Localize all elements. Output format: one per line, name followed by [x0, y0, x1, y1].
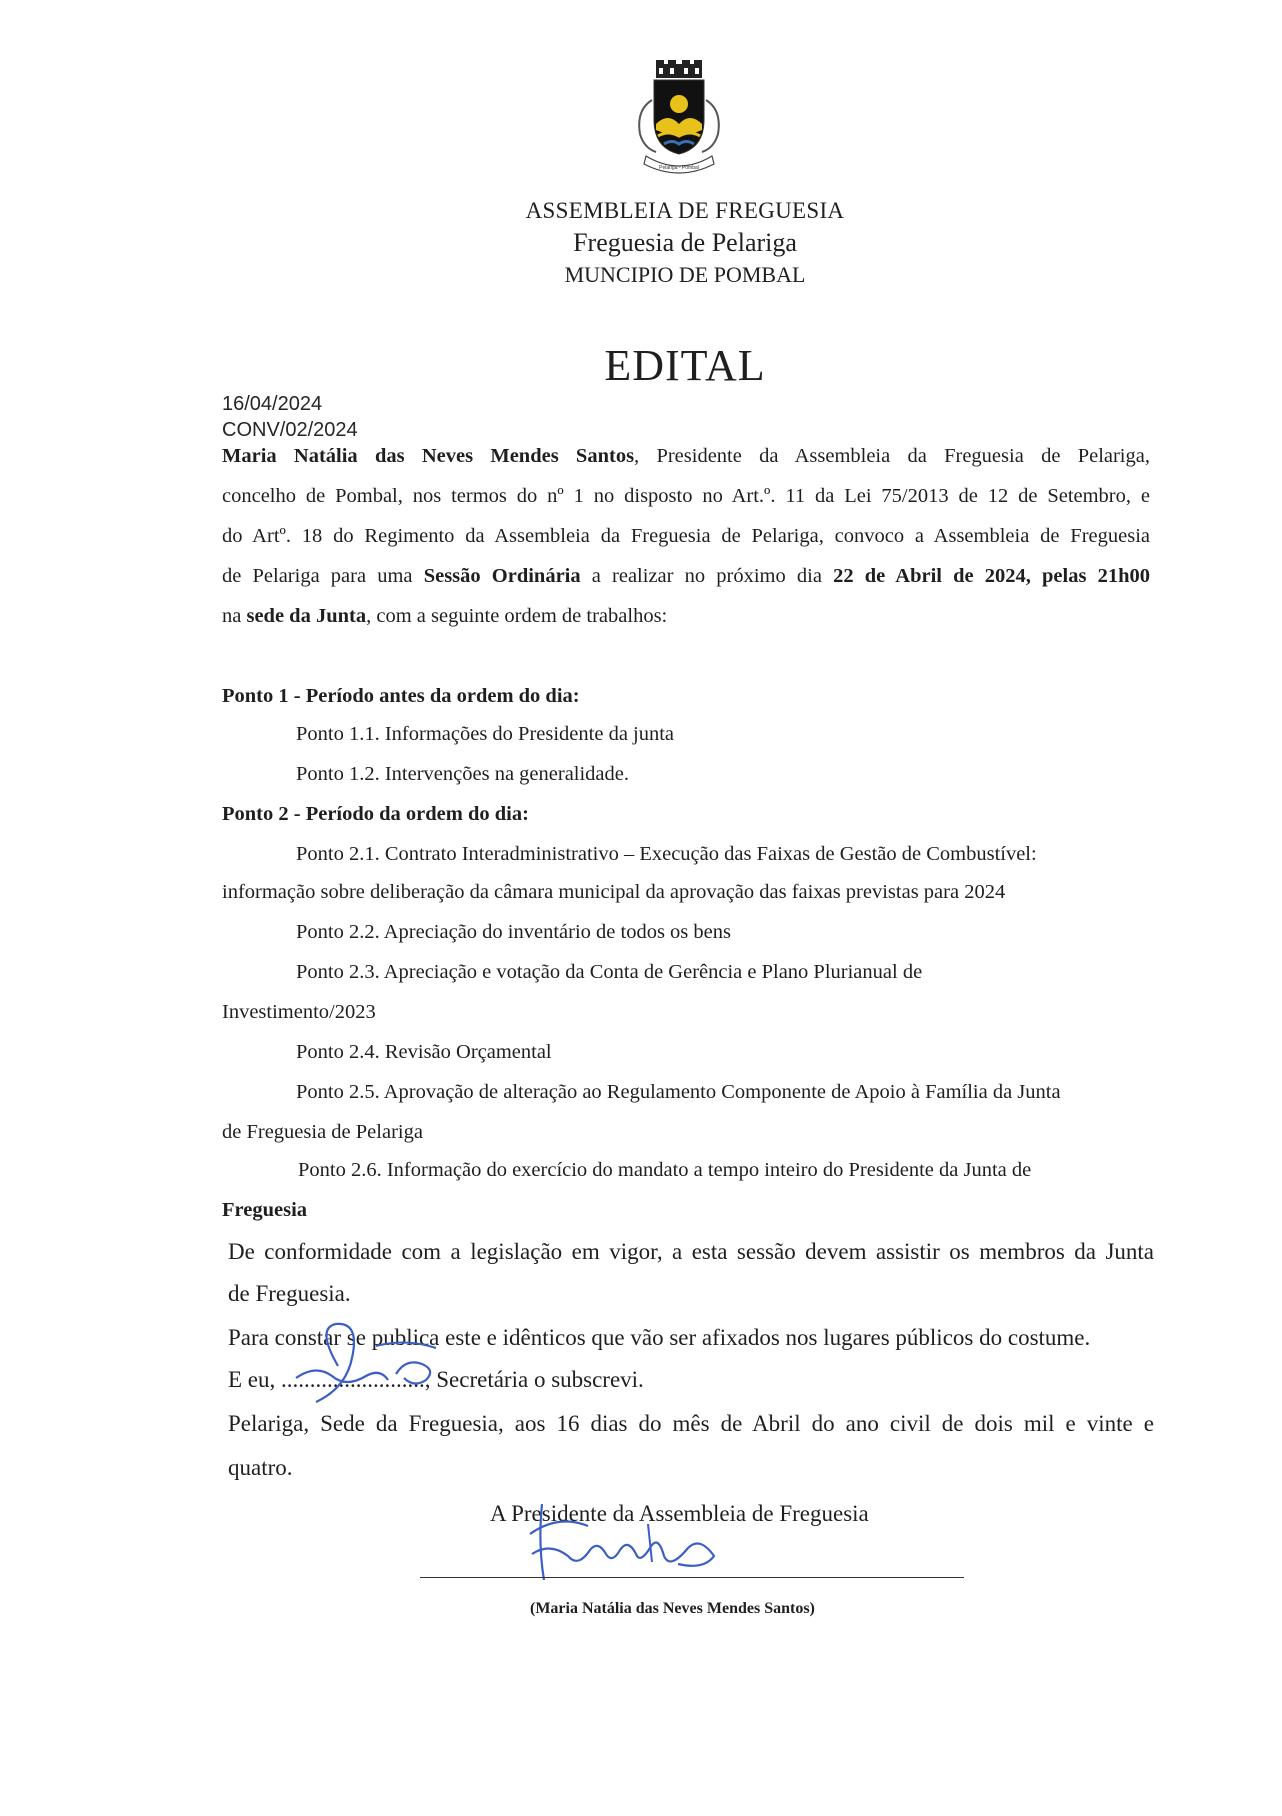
intro-line-2: concelho de Pombal, nos termos do nº 1 no disposto no Art.º. 11 da Lei 75/2013 de 12 de Setembro, e [222, 485, 1150, 507]
intro-line-4: de Pelariga para uma Sessão Ordinária a realizar no próximo dia 22 de Abril de 2024, pelas 21h00 [222, 565, 1151, 587]
closing-line-1: De conformidade com a legislação em vigor, a esta sessão devem assistir os membros da Junta [228, 1239, 1154, 1264]
agenda-item-2-5: Ponto 2.5. Aprovação de alteração ao Regulamento Componente de Apoio à Família da Junta [296, 1081, 1061, 1103]
president-printed-name: (Maria Natália das Neves Mendes Santos) [530, 1600, 815, 1617]
agenda-item-2-5-continued: de Freguesia de Pelariga [222, 1121, 423, 1143]
agenda-item-2-6-continued: Freguesia [222, 1199, 308, 1221]
municipality-heading: MUNCIPIO DE POMBAL [564, 262, 806, 287]
agenda-item-1-2: Ponto 1.2. Intervenções na generalidade. [296, 763, 630, 785]
closing-line-2: de Freguesia. [228, 1281, 351, 1306]
parish-coat-of-arms [628, 60, 730, 180]
agenda-point-1-title: Ponto 1 - Período antes da ordem do dia: [222, 685, 580, 707]
agenda-item-2-3-continued: Investimento/2023 [222, 1001, 376, 1023]
crest-motto-text: Pelariga - Pombal [659, 165, 699, 171]
closing-line-4: E eu, ........................., Secretária o subscrevi. [228, 1367, 644, 1392]
session-type: Sessão Ordinária [423, 565, 581, 587]
agenda-point-2-title: Ponto 2 - Período da ordem do dia: [222, 803, 529, 825]
agenda-item-2-4: Ponto 2.4. Revisão Orçamental [296, 1041, 552, 1063]
secretary-signature [276, 1318, 476, 1408]
agenda-item-2-2: Ponto 2.2. Apreciação do inventário de todos os bens [296, 921, 731, 943]
crest-left-mantling [639, 100, 656, 152]
session-venue: sede da Junta [246, 605, 367, 627]
closing-line-5: Pelariga, Sede da Freguesia, aos 16 dias do mês de Abril do ano civil de dois mil e vinte e [228, 1411, 1154, 1436]
signature-line [420, 1577, 964, 1578]
intro-line-5: na sede da Junta, com a seguinte ordem de trabalhos: [222, 605, 668, 627]
intro-line-1: Maria Natália das Neves Mendes Santos, Presidente da Assembleia da Freguesia de Pelariga, [222, 445, 1150, 467]
parish-heading: Freguesia de Pelariga [573, 228, 797, 257]
agenda-item-2-3: Ponto 2.3. Apreciação e votação da Conta de Gerência e Plano Plurianual de [296, 961, 923, 983]
closing-line-6: quatro. [228, 1455, 293, 1480]
agenda-item-2-6: Ponto 2.6. Informação do exercício do mandato a tempo inteiro do Presidente da Junta de [298, 1159, 1032, 1181]
document-date: 16/04/2024 [222, 393, 323, 415]
session-datetime: 22 de Abril de 2024, pelas 21h00 [833, 565, 1151, 587]
document-title: EDITAL [604, 341, 766, 390]
document-reference: CONV/02/2024 [222, 419, 358, 441]
agenda-item-1-1: Ponto 1.1. Informações do Presidente da junta [296, 723, 675, 745]
president-signature [528, 1484, 728, 1584]
signature-role: A Presidente da Assembleia de Freguesia [490, 1501, 869, 1526]
crest-right-mantling [702, 100, 719, 152]
intro-line-3: do Artº. 18 do Regimento da Assembleia da Freguesia de Pelariga, convoco a Assembleia de Freguesia [222, 525, 1150, 547]
president-name: Maria Natália das Neves Mendes Santos [222, 445, 635, 467]
assembly-heading: ASSEMBLEIA DE FREGUESIA [525, 198, 845, 223]
crest-crown [656, 60, 702, 78]
agenda-item-2-1: Ponto 2.1. Contrato Interadministrativo – Execução das Faixas de Gestão de Combustível: [296, 843, 1037, 865]
agenda-item-2-1-continued: informação sobre deliberação da câmara municipal da aprovação das faixas previstas para 2024 [222, 881, 1006, 903]
closing-line-3: Para constar se publica este e idênticos que vão ser afixados nos lugares públicos do costume. [228, 1325, 1091, 1350]
